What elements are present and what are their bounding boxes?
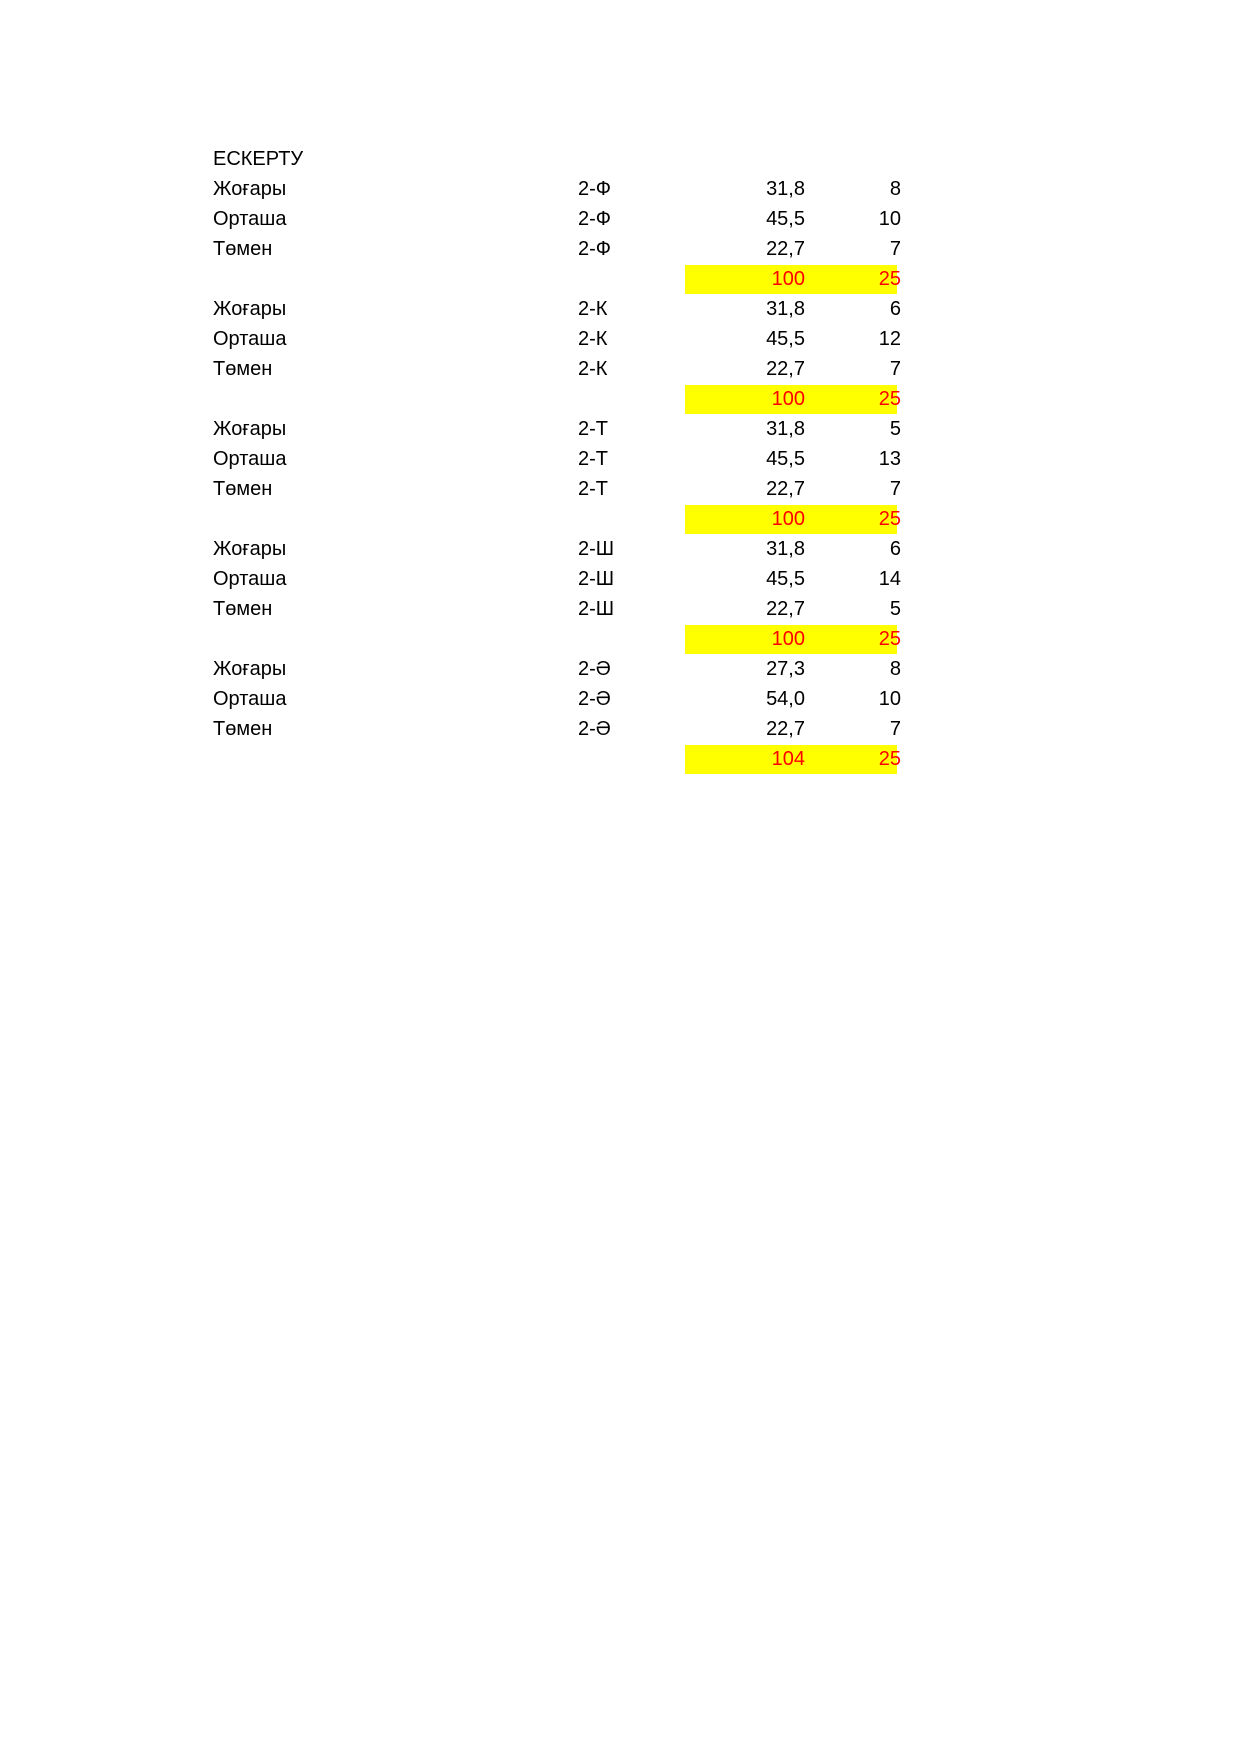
total-row [213, 744, 903, 774]
table-row [213, 564, 903, 594]
table-row [213, 534, 903, 564]
group-2ae [213, 654, 903, 774]
table-row [213, 414, 903, 444]
total-count-cell: 25 [878, 748, 901, 770]
level-cell: Орташа [213, 208, 287, 230]
group-2sh [213, 534, 903, 654]
count-cell: 6 [889, 298, 901, 320]
percent-cell: 22,7 [766, 478, 805, 500]
count-cell: 8 [889, 658, 901, 680]
total-count-cell: 25 [878, 388, 901, 410]
table-row [213, 204, 903, 234]
table-row [213, 354, 903, 384]
count-cell: 10 [878, 208, 901, 230]
class-cell: 2-Т [578, 418, 608, 440]
count-cell: 14 [878, 568, 901, 590]
total-percent-cell: 100 [771, 508, 805, 530]
class-cell: 2-К [578, 298, 608, 320]
percent-cell: 31,8 [766, 298, 805, 320]
level-cell: Орташа [213, 568, 287, 590]
level-cell: Жоғары [213, 298, 287, 320]
class-cell: 2-Ш [578, 568, 615, 590]
class-cell: 2-Ф [578, 208, 611, 230]
level-cell: Төмен [213, 478, 273, 500]
percent-cell: 31,8 [766, 418, 805, 440]
percent-cell: 31,8 [766, 538, 805, 560]
level-cell: Төмен [213, 358, 273, 380]
table-row [213, 294, 903, 324]
count-cell: 7 [889, 238, 901, 260]
level-cell: Жоғары [213, 178, 287, 200]
class-cell: 2-Ф [578, 238, 611, 260]
table-row [213, 444, 903, 474]
count-cell: 10 [878, 688, 901, 710]
table-row [213, 714, 903, 744]
total-count-cell: 25 [878, 508, 901, 530]
table-row [213, 684, 903, 714]
table-row [213, 594, 903, 624]
class-cell: 2-К [578, 328, 608, 350]
percent-cell: 22,7 [766, 238, 805, 260]
level-cell: Төмен [213, 598, 273, 620]
total-count-cell: 25 [878, 268, 901, 290]
class-cell: 2-Т [578, 448, 608, 470]
level-cell: Жоғары [213, 538, 287, 560]
percent-cell: 22,7 [766, 358, 805, 380]
sheet-title: ЕСКЕРТУ [213, 148, 304, 170]
count-cell: 12 [878, 328, 901, 350]
class-cell: 2-Ш [578, 538, 615, 560]
percent-cell: 31,8 [766, 178, 805, 200]
count-cell: 13 [878, 448, 901, 470]
total-row [213, 624, 903, 654]
total-percent-cell: 100 [771, 388, 805, 410]
class-cell: 2-Ш [578, 598, 615, 620]
table-row [213, 474, 903, 504]
percent-cell: 54,0 [766, 688, 805, 710]
group-2t [213, 414, 903, 534]
class-cell: 2-Ф [578, 178, 611, 200]
total-row [213, 384, 903, 414]
count-cell: 7 [889, 478, 901, 500]
total-row [213, 264, 903, 294]
class-cell: 2-Т [578, 478, 608, 500]
level-cell: Жоғары [213, 658, 287, 680]
count-cell: 7 [889, 358, 901, 380]
table-row [213, 324, 903, 354]
percent-cell: 45,5 [766, 208, 805, 230]
count-cell: 7 [889, 718, 901, 740]
group-2f [213, 174, 903, 294]
table-row [213, 234, 903, 264]
level-cell: Төмен [213, 718, 273, 740]
count-cell: 8 [889, 178, 901, 200]
percent-cell: 22,7 [766, 718, 805, 740]
percent-cell: 45,5 [766, 448, 805, 470]
total-percent-cell: 104 [771, 748, 805, 770]
class-cell: 2-Ә [578, 718, 611, 740]
level-cell: Орташа [213, 328, 287, 350]
count-cell: 5 [889, 418, 901, 440]
percent-cell: 27,3 [766, 658, 805, 680]
level-cell: Орташа [213, 688, 287, 710]
spreadsheet [213, 144, 903, 774]
table-row [213, 654, 903, 684]
total-count-cell: 25 [878, 628, 901, 650]
level-cell: Орташа [213, 448, 287, 470]
group-2k [213, 294, 903, 414]
level-cell: Төмен [213, 238, 273, 260]
total-row [213, 504, 903, 534]
count-cell: 6 [889, 538, 901, 560]
total-percent-cell: 100 [771, 268, 805, 290]
percent-cell: 45,5 [766, 328, 805, 350]
class-cell: 2-Ә [578, 658, 611, 680]
percent-cell: 22,7 [766, 598, 805, 620]
total-percent-cell: 100 [771, 628, 805, 650]
class-cell: 2-К [578, 358, 608, 380]
table-row [213, 174, 903, 204]
level-cell: Жоғары [213, 418, 287, 440]
count-cell: 5 [889, 598, 901, 620]
percent-cell: 45,5 [766, 568, 805, 590]
class-cell: 2-Ә [578, 688, 611, 710]
